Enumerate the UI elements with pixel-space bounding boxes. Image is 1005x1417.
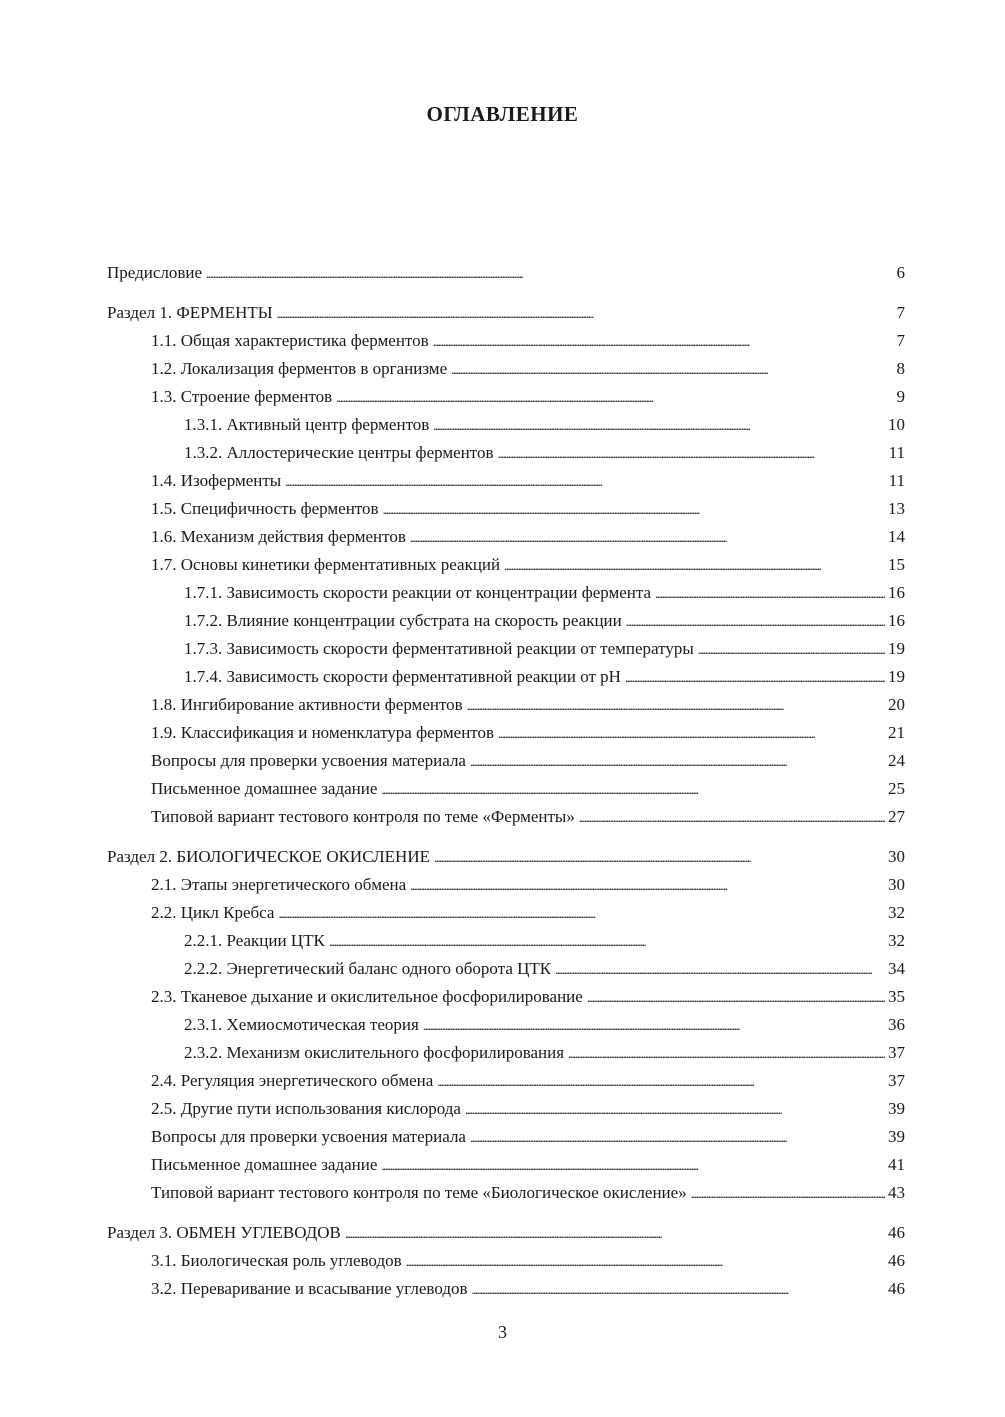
toc-entry-page: 32: [888, 931, 905, 950]
page-number: 3: [498, 1322, 507, 1342]
dot-leader: [410, 523, 885, 552]
dot-leader: [434, 843, 885, 872]
toc-entry[interactable]: [107, 775, 905, 803]
toc-entry-title: 2.5. Другие пути использования кислорода: [151, 1099, 461, 1118]
toc-entry[interactable]: [107, 1247, 905, 1275]
toc-entry-page: 6: [896, 263, 905, 282]
toc-entry-page: 25: [888, 779, 905, 798]
toc-entry-page: 24: [888, 751, 905, 770]
toc-entry-page: 27: [888, 807, 905, 826]
toc-entry-title: 2.3.1. Хемиосмотическая теория: [184, 1015, 419, 1034]
toc-entry[interactable]: [107, 1123, 905, 1151]
toc-entry-page: 9: [896, 387, 905, 406]
dot-leader: [498, 719, 885, 748]
toc-entry[interactable]: [107, 383, 905, 411]
toc-entry-title: 1.2. Локализация ферментов в организме: [151, 359, 448, 378]
toc-entry-page: 30: [888, 847, 905, 866]
toc-entry-title: 1.3.1. Активный центр ферментов: [184, 415, 430, 434]
dot-leader: [345, 1219, 885, 1248]
toc-entry[interactable]: [107, 663, 905, 691]
toc-entry-page: 19: [888, 667, 905, 686]
toc-entry[interactable]: [107, 899, 905, 927]
toc-entry[interactable]: [107, 551, 905, 579]
toc-entry-page: 46: [888, 1223, 905, 1242]
dot-leader: [336, 383, 893, 412]
toc-entry[interactable]: [107, 983, 905, 1011]
toc-entry[interactable]: [107, 523, 905, 551]
toc-entry-title: 2.1. Этапы энергетического обмена: [151, 875, 407, 894]
toc-entry-page: 37: [888, 1043, 905, 1062]
dot-leader: [383, 495, 885, 524]
toc-entry-page: 16: [888, 583, 905, 602]
toc-entry[interactable]: [107, 579, 905, 607]
toc-entry[interactable]: [107, 691, 905, 719]
toc-entry-page: 35: [888, 987, 905, 1006]
dot-leader: [470, 747, 885, 776]
toc-entry-page: 11: [888, 443, 905, 462]
dot-leader: [437, 1067, 885, 1096]
toc-entry[interactable]: [107, 1095, 905, 1123]
toc-entry-page: 39: [888, 1127, 905, 1146]
dot-leader: [278, 899, 885, 928]
toc-entry-page: 36: [888, 1015, 905, 1034]
dot-leader: [579, 803, 885, 832]
toc-entry-title: 2.2.2. Энергетический баланс одного оборота ЦТК: [184, 959, 552, 978]
toc-entry[interactable]: [107, 355, 905, 383]
toc-entry-page: 46: [888, 1279, 905, 1298]
toc-entry-page: 34: [888, 959, 905, 978]
toc-entry[interactable]: [107, 439, 905, 467]
toc-entry-page: 16: [888, 611, 905, 630]
toc-entry-page: 10: [888, 415, 905, 434]
toc-entry[interactable]: [107, 1275, 905, 1303]
dot-leader: [410, 871, 885, 900]
toc-entry-page: 11: [888, 471, 905, 490]
toc-entry-title: 1.1. Общая характеристика ферментов: [151, 331, 429, 350]
toc-entry-title: 1.5. Специфичность ферментов: [151, 499, 379, 518]
toc-entry-title: 1.7. Основы кинетики ферментативных реакций: [151, 555, 501, 574]
dot-leader: [433, 411, 885, 440]
toc-entry[interactable]: [107, 299, 905, 327]
toc-entry-title: Письменное домашнее задание: [151, 779, 378, 798]
toc-entry-page: 14: [888, 527, 905, 546]
dot-leader: [423, 1011, 885, 1040]
dot-leader: [472, 1275, 885, 1304]
toc-entry-title: 3.2. Переваривание и всасывание углеводов: [151, 1279, 468, 1298]
toc-entry-title: Предисловие: [107, 263, 203, 282]
toc-entry-title: 1.7.2. Влияние концентрации субстрата на скорость реакции: [184, 611, 622, 630]
toc-entry[interactable]: [107, 327, 905, 355]
page-title: ОГЛАВЛЕНИЕ: [426, 102, 579, 126]
toc-entry-page: 7: [896, 303, 905, 322]
toc-entry-page: 43: [888, 1183, 905, 1202]
toc-entry[interactable]: [107, 927, 905, 955]
toc-entry[interactable]: [107, 1179, 905, 1207]
toc-entry[interactable]: [107, 871, 905, 899]
dot-leader: [329, 927, 885, 956]
toc-entry-page: 30: [888, 875, 905, 894]
toc-entry-title: 2.4. Регуляция энергетического обмена: [151, 1071, 434, 1090]
toc-entry[interactable]: [107, 495, 905, 523]
table-of-contents: [107, 259, 905, 1303]
toc-entry-page: 19: [888, 639, 905, 658]
toc-entry-title: Типовой вариант тестового контроля по теме «Ферменты»: [151, 807, 575, 826]
toc-entry-page: 21: [888, 723, 905, 742]
toc-entry-title: 2.2. Цикл Кребса: [151, 903, 275, 922]
toc-entry-page: 8: [896, 359, 905, 378]
toc-entry-page: 20: [888, 695, 905, 714]
dot-leader: [698, 635, 885, 664]
toc-entry-title: Раздел 1. ФЕРМЕНТЫ: [107, 303, 273, 322]
toc-entry-title: Вопросы для проверки усвоения материала: [151, 751, 466, 770]
toc-entry-title: Письменное домашнее задание: [151, 1155, 378, 1174]
toc-entry[interactable]: [107, 411, 905, 439]
toc-entry-page: 41: [888, 1155, 905, 1174]
dot-leader: [691, 1179, 885, 1208]
toc-entry-title: 1.7.4. Зависимость скорости ферментативной реакции от pH: [184, 667, 621, 686]
toc-entry[interactable]: [107, 803, 905, 831]
toc-entry-title: Раздел 2. БИОЛОГИЧЕСКОЕ ОКИСЛЕНИЕ: [107, 847, 430, 866]
toc-entry-page: 13: [888, 499, 905, 518]
toc-entry-title: 1.3. Строение ферментов: [151, 387, 333, 406]
toc-entry-title: 2.3. Тканевое дыхание и окислительное фосфорилирование: [151, 987, 583, 1006]
toc-entry-title: 2.3.2. Механизм окислительного фосфорилирования: [184, 1043, 565, 1062]
dot-leader: [625, 663, 885, 692]
toc-entry[interactable]: [107, 747, 905, 775]
toc-entry-title: 1.6. Механизм действия ферментов: [151, 527, 406, 546]
toc-entry[interactable]: [107, 635, 905, 663]
toc-entry-page: 39: [888, 1099, 905, 1118]
toc-entry[interactable]: [107, 1219, 905, 1247]
toc-entry-page: 15: [888, 555, 905, 574]
toc-entry-page: 37: [888, 1071, 905, 1090]
dot-leader: [381, 1151, 885, 1180]
toc-entry-title: 3.1. Биологическая роль углеводов: [151, 1251, 402, 1270]
dot-leader: [626, 607, 885, 636]
toc-entry-title: 1.7.3. Зависимость скорости ферментативной реакции от температуры: [184, 639, 694, 658]
toc-entry[interactable]: [107, 955, 905, 983]
toc-entry-title: 1.9. Классификация и номенклатура ферментов: [151, 723, 495, 742]
toc-entry-title: Раздел 3. ОБМЕН УГЛЕВОДОВ: [107, 1223, 341, 1242]
dot-leader: [568, 1039, 885, 1068]
toc-entry-title: 1.3.2. Аллостерические центры ферментов: [184, 443, 494, 462]
toc-entry[interactable]: [107, 1067, 905, 1095]
dot-leader: [498, 439, 886, 468]
toc-entry-page: 46: [888, 1251, 905, 1270]
dot-leader: [587, 983, 885, 1012]
toc-entry-title: Вопросы для проверки усвоения материала: [151, 1127, 466, 1146]
dot-leader: [381, 775, 885, 804]
toc-entry-title: Типовой вариант тестового контроля по теме «Биологическое окисление»: [151, 1183, 687, 1202]
toc-entry-title: 1.7.1. Зависимость скорости реакции от концентрации фермента: [184, 583, 652, 602]
dot-leader: [465, 1095, 885, 1124]
toc-entry[interactable]: [107, 607, 905, 635]
dot-leader: [504, 551, 885, 580]
toc-entry[interactable]: [107, 843, 905, 871]
toc-entry[interactable]: [107, 1039, 905, 1067]
dot-leader: [206, 259, 893, 288]
dot-leader: [285, 467, 885, 496]
dot-leader: [470, 1123, 885, 1152]
toc-entry[interactable]: [107, 1011, 905, 1039]
dot-leader: [406, 1247, 885, 1276]
dot-leader: [433, 327, 894, 356]
dot-leader: [451, 355, 893, 384]
dot-leader: [555, 955, 885, 984]
toc-entry-title: 1.8. Ингибирование активности ферментов: [151, 695, 463, 714]
dot-leader: [467, 691, 885, 720]
toc-entry[interactable]: [107, 719, 905, 747]
toc-entry[interactable]: [107, 1151, 905, 1179]
toc-entry-page: 32: [888, 903, 905, 922]
toc-entry[interactable]: [107, 259, 905, 287]
dot-leader: [277, 299, 894, 328]
toc-entry[interactable]: [107, 467, 905, 495]
toc-entry-title: 1.4. Изоферменты: [151, 471, 282, 490]
dot-leader: [655, 579, 885, 608]
toc-entry-page: 7: [896, 331, 905, 350]
toc-entry-title: 2.2.1. Реакции ЦТК: [184, 931, 325, 950]
